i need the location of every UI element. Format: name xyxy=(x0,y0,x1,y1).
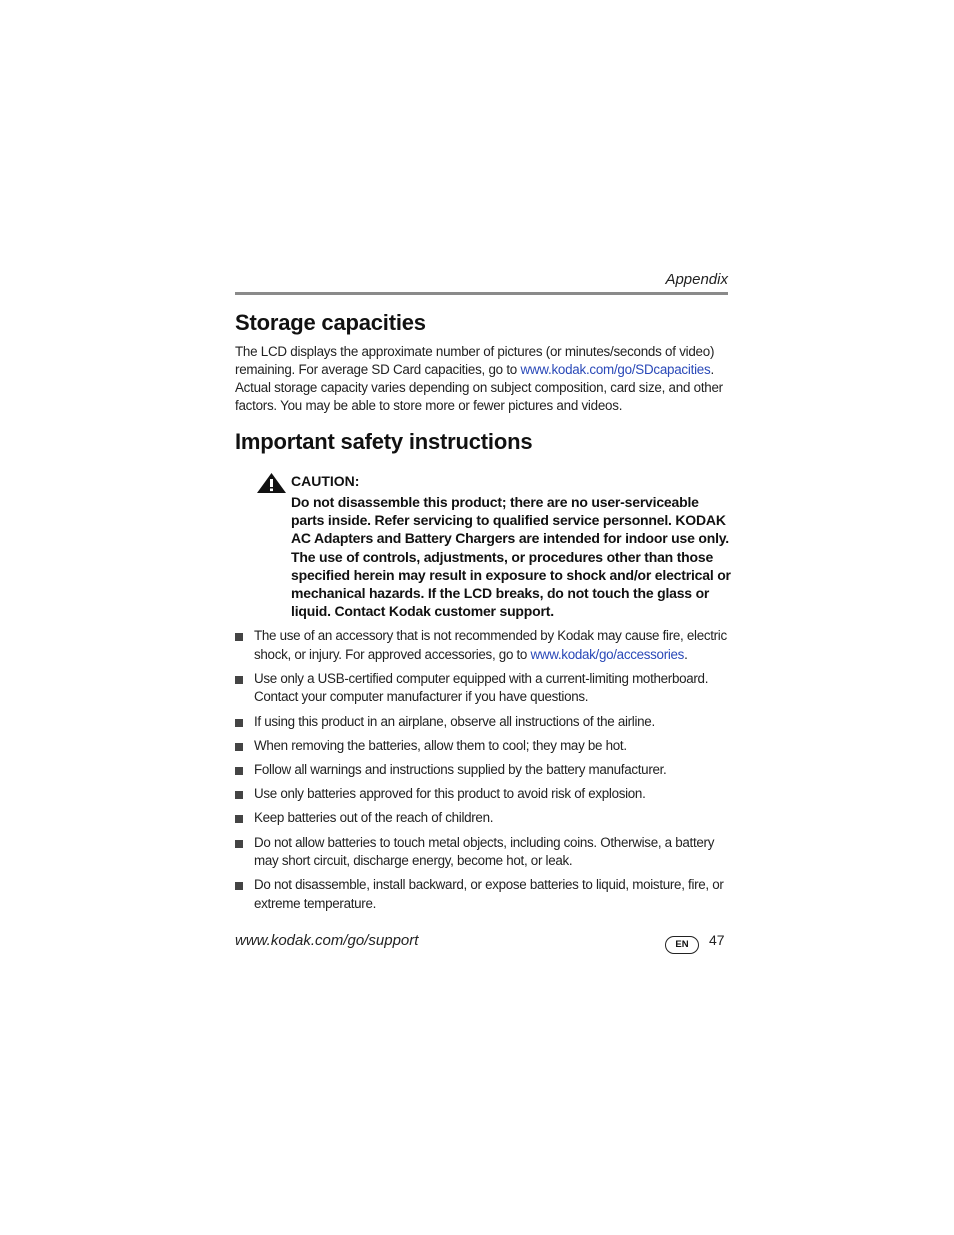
square-bullet-icon xyxy=(235,882,243,890)
caution-label: CAUTION: xyxy=(291,473,360,489)
bullet-text: Use only batteries approved for this product to avoid risk of explosion. xyxy=(254,786,646,802)
accessories-link[interactable]: www.kodak/go/accessories xyxy=(530,646,685,662)
safety-bullet-item xyxy=(235,809,728,828)
bullet-text: Use only a USB-certified computer equipped with a current-limiting motherboard. Contact your computer manufacturer if you have questions. xyxy=(254,670,709,705)
bullet-text: When removing the batteries, allow them to cool; they may be hot. xyxy=(254,737,627,753)
warning-triangle-icon xyxy=(256,472,287,494)
square-bullet-icon xyxy=(235,791,243,799)
safety-bullet-item xyxy=(235,737,728,756)
bullet-text: Keep batteries out of the reach of children. xyxy=(254,810,494,826)
bullet-text-end: . xyxy=(684,646,688,662)
safety-bullet-item xyxy=(235,670,728,707)
square-bullet-icon xyxy=(235,815,243,823)
safety-bullet-list xyxy=(235,627,728,919)
bullet-text: Follow all warnings and instructions supplied by the battery manufacturer. xyxy=(254,761,667,777)
square-bullet-icon xyxy=(235,633,243,641)
bullet-text: Do not disassemble, install backward, or expose batteries to liquid, moisture, fire, or extreme temperature. xyxy=(254,877,724,911)
language-badge: EN xyxy=(665,936,699,954)
header-rule xyxy=(235,292,728,295)
safety-bullet-item xyxy=(235,876,728,913)
square-bullet-icon xyxy=(235,676,243,684)
bullet-text: If using this product in an airplane, observe all instructions of the airline. xyxy=(254,713,655,729)
bullet-text: The use of an accessory that is not recommended by Kodak may cause fire, electric shock, or injury. For approved accessories, go to xyxy=(254,628,727,662)
bullet-text: Do not allow batteries to touch metal objects, including coins. Otherwise, a battery may short circuit, discharge energy, become hot, or leak. xyxy=(254,834,715,869)
safety-title: Important safety instructions xyxy=(235,429,533,454)
square-bullet-icon xyxy=(235,719,243,727)
section-header: Appendix xyxy=(665,271,728,288)
storage-title: Storage capacities xyxy=(235,310,426,335)
storage-paragraph xyxy=(235,343,728,415)
safety-bullet-item xyxy=(235,713,728,732)
storage-body-end: . Actual storage capacity varies depending on subject composition, card size, and other factors. You may be able to store more or fewer pictures and videos. xyxy=(235,362,723,414)
sdcapacities-link[interactable]: www.kodak.com/go/SDcapacities xyxy=(520,362,711,378)
footer-support-url[interactable]: www.kodak.com/go/support xyxy=(235,932,419,949)
caution-text: Do not disassemble this product; there are no user-serviceable parts inside. Refer servicing to qualified service personnel. KODAK AC Adapters and Battery Chargers are intended for indoor use only. The use of controls, adjustments, or procedures other than those specified herein may result in exposure to shock and/or electrical or mechanical hazards. If the LCD breaks, do not touch the glass or liquid. Contact Kodak customer support. xyxy=(291,494,731,620)
storage-body-start: The LCD displays the approximate number of pictures (or minutes/seconds of video) remaining. For average SD Card capacities, go to xyxy=(235,344,715,378)
safety-bullet-item xyxy=(235,785,728,804)
square-bullet-icon xyxy=(235,840,243,848)
safety-bullet-item xyxy=(235,834,728,871)
square-bullet-icon xyxy=(235,767,243,775)
safety-bullet-item xyxy=(235,761,728,780)
square-bullet-icon xyxy=(235,743,243,751)
page-number: 47 xyxy=(709,932,725,948)
safety-bullet-item xyxy=(235,627,728,664)
